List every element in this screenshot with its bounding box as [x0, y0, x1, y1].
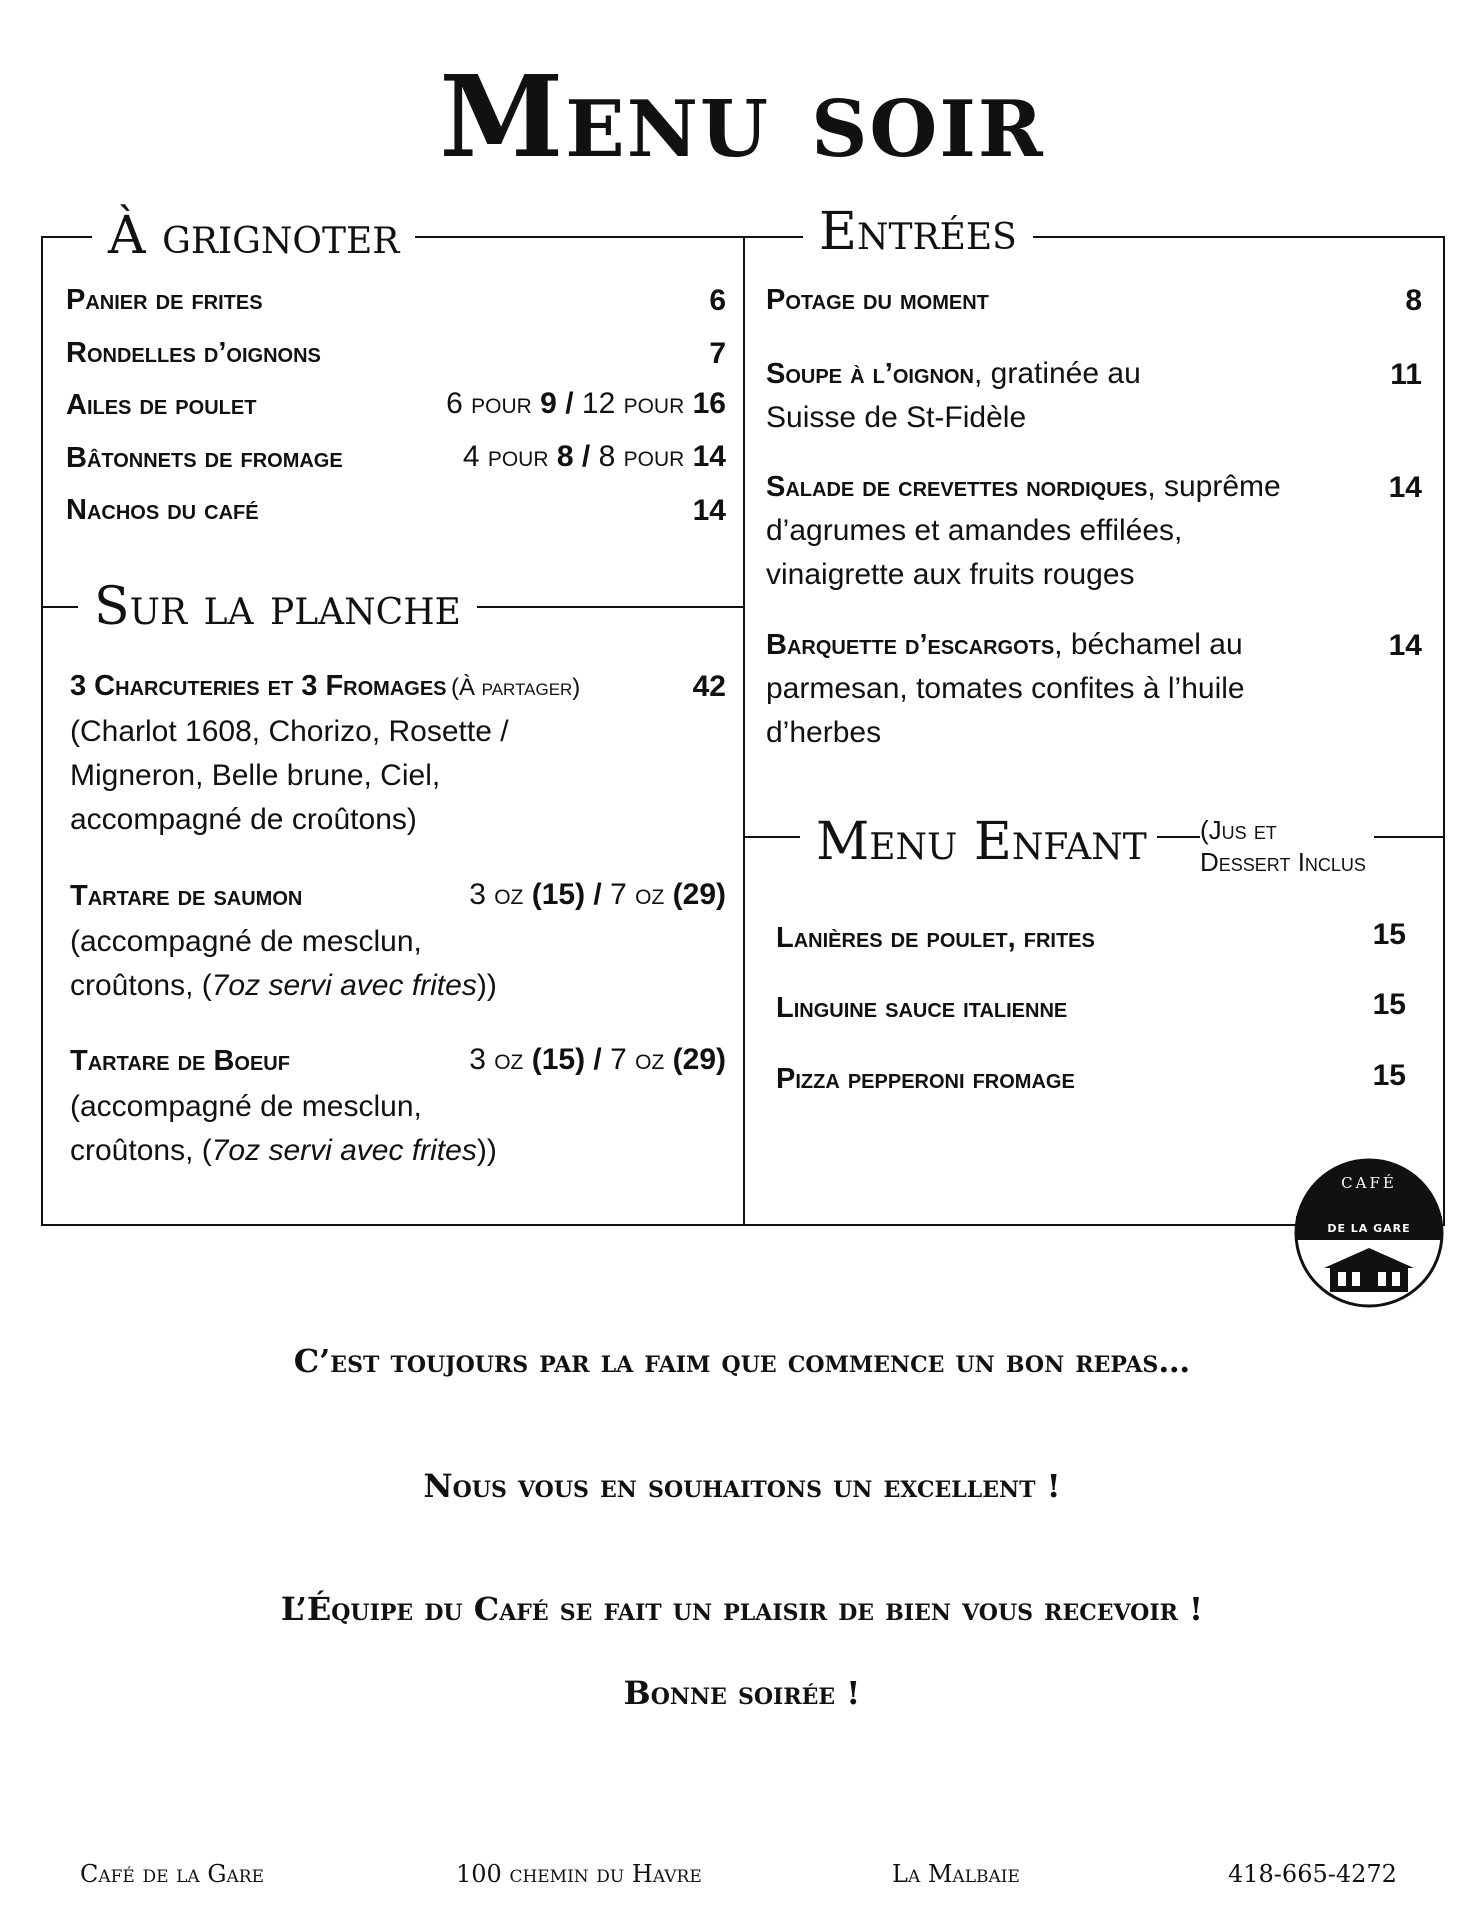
enfant-note [1200, 814, 1374, 878]
item-description [70, 1085, 530, 1173]
item-name: Rondelles d’oignons [66, 337, 321, 369]
item-name: Barquette d’escargots [766, 629, 1055, 661]
item-price: 15 [1372, 918, 1406, 951]
portion-qty: 12 pour [581, 387, 685, 420]
menu-item [70, 1045, 726, 1173]
item-name: Tartare de saumon [70, 880, 303, 912]
menu-item [70, 670, 726, 842]
item-price: 7 [709, 337, 726, 370]
item-desc-text: , gratinée au Suisse de St-Fidèle [766, 357, 1141, 434]
enfant-note-line1: (Jus et [1200, 815, 1277, 845]
menu-item [66, 442, 726, 482]
item-price: 14 [1388, 471, 1422, 504]
section-title-enfant [800, 812, 1157, 872]
item-price: 15 [1372, 988, 1406, 1021]
slogan-line: Nous vous en souhaitons un excellent ! [423, 1467, 1061, 1505]
item-portions: 3 oz (15) / 7 oz (29) [469, 1043, 726, 1076]
menu-item [66, 337, 726, 377]
portion-qty: 4 pour [462, 440, 549, 473]
item-note: (À partager) [450, 674, 581, 701]
portion-price: (15) [531, 1043, 586, 1076]
logo-top-text: CAFÉ [1341, 1174, 1397, 1192]
cafe-logo [1294, 1158, 1444, 1308]
desc-text: (accompagné de mesclun, croûtons, ( [70, 1090, 422, 1167]
portion-qty: 6 pour [446, 387, 532, 420]
menu-item [776, 1059, 1406, 1103]
logo-badge-icon [1294, 1158, 1444, 1308]
slogan-line: C’est toujours par la faim que commence un bon repas… [293, 1342, 1191, 1380]
item-name: Lanières de poulet, frites [776, 922, 1095, 954]
enfant-note-line2: Dessert Inclus [1200, 847, 1366, 877]
menu-item [766, 284, 1422, 324]
portion-price: 8 [556, 440, 574, 473]
item-desc-text: , béchamel au parmesan, tomates confites à l’huile d’herbes [766, 628, 1245, 749]
section-title-entrees: Entrées [803, 206, 1033, 258]
item-portions: 4 pour 8 / 8 pour 14 [462, 440, 726, 473]
portion-price: (29) [672, 1043, 726, 1076]
item-price: 11 [1390, 358, 1422, 391]
portion-qty: 8 pour [598, 440, 685, 473]
item-description: (Charlot 1608, Chorizo, Rosette / Migneron, Belle brune, Ciel, accompagné de croûtons) [70, 715, 509, 836]
item-name: Potage du moment [766, 284, 989, 316]
box-middle-line [743, 236, 745, 1226]
portion-price: 16 [692, 387, 726, 420]
footer-address: 100 chemin du Havre [456, 1860, 702, 1888]
menu-item [766, 465, 1422, 597]
item-price: 14 [692, 494, 726, 527]
item-name: Pizza pepperoni fromage [776, 1063, 1075, 1095]
item-price: 15 [1372, 1059, 1406, 1092]
item-name: Soupe à l’oignon [766, 358, 974, 390]
menu-item [66, 284, 726, 324]
item-price: 6 [709, 284, 726, 317]
page-title: Menu soir [439, 52, 1045, 183]
box-right-line [1443, 236, 1445, 1226]
desc-italic: 7oz servi avec frites [211, 969, 477, 1002]
item-name: Salade de crevettes nordiques [766, 471, 1148, 503]
portion-price: (29) [672, 878, 726, 911]
item-portions: 6 pour 9 / 12 pour 16 [446, 387, 726, 420]
footer-name: Café de la Gare [80, 1860, 264, 1888]
logo-bottom-text: DE LA GARE [1327, 1222, 1411, 1235]
item-name: Tartare de Boeuf [70, 1045, 290, 1077]
menu-item [70, 880, 726, 1008]
section-title-enfant-text: Menu Enfant [816, 812, 1147, 872]
menu-item [766, 623, 1422, 755]
item-name: Ailes de poulet [66, 389, 257, 421]
slogan-line: L’Équipe du Café se fait un plaisir de bien vous recevoir ! [280, 1590, 1204, 1628]
menu-item [776, 988, 1406, 1032]
desc-text: )) [476, 969, 497, 1002]
portion-qty: 3 oz [469, 878, 524, 911]
item-desc-text: , suprême d’agrumes et amandes effilées, vinaigrette aux fruits rouges [766, 470, 1281, 591]
portion-qty: 7 oz [610, 1043, 665, 1076]
portion-price: 9 [540, 387, 557, 420]
portion-price: 14 [692, 440, 726, 473]
box-left-line [41, 236, 43, 1226]
desc-text: )) [476, 1134, 497, 1167]
item-description [70, 920, 530, 1008]
menu-item [66, 389, 726, 429]
portion-price: (15) [531, 878, 586, 911]
portion-qty: 7 oz [610, 878, 665, 911]
section-title-grignoter: À grignoter [92, 210, 415, 262]
item-price: 42 [692, 670, 726, 703]
item-portions: 3 oz (15) / 7 oz (29) [469, 878, 726, 911]
section-title-planche: Sur la planche [78, 581, 477, 633]
footer-phone: 418-665-4272 [1228, 1860, 1397, 1888]
slogan-line: Bonne soirée ! [623, 1674, 861, 1712]
item-description [766, 465, 1296, 597]
menu-item [766, 352, 1422, 440]
item-name: 3 Charcuteries et 3 Fromages [70, 670, 447, 702]
item-name: Panier de frites [66, 284, 263, 316]
item-price: 14 [1388, 629, 1422, 662]
item-description [766, 352, 1236, 440]
item-name: Nachos du café [66, 494, 259, 526]
item-description [766, 623, 1286, 755]
menu-item [66, 494, 726, 534]
item-name: Bâtonnets de fromage [66, 442, 343, 474]
portion-qty: 3 oz [469, 1043, 524, 1076]
desc-italic: 7oz servi avec frites [211, 1134, 477, 1167]
desc-text: (accompagné de mesclun, croûtons, ( [70, 925, 422, 1002]
menu-item [776, 918, 1406, 962]
item-name: Linguine sauce italienne [776, 992, 1068, 1024]
footer-city: La Malbaie [892, 1860, 1020, 1888]
item-price: 8 [1405, 284, 1422, 317]
